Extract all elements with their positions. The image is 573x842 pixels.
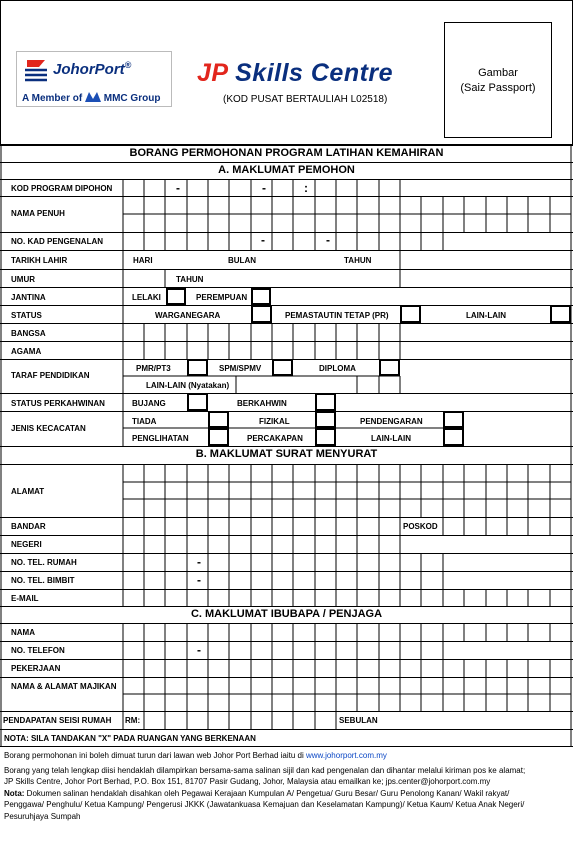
label-poskod: POSKOD: [403, 522, 438, 531]
section-b-title: B. MAKLUMAT SURAT MENYURAT: [195, 448, 378, 460]
row-line: [0, 659, 573, 660]
tel-penjaga-dash: -: [197, 643, 201, 657]
row-line: [0, 341, 573, 342]
checkbox-perempuan[interactable]: [251, 288, 271, 305]
checkbox-diploma[interactable]: [379, 359, 400, 376]
label-alamat: ALAMAT: [11, 487, 45, 496]
label-pendapatan: PENDAPATAN SEISI RUMAH: [3, 716, 112, 725]
row-line: [0, 446, 573, 447]
label-tel-rumah: NO. TEL. RUMAH: [11, 558, 77, 567]
note-lengkap-1: Borang yang telah lengkap diisi hendaklah dilampirkan bersama-sama salinan sijil dan kad pengenalan dan dihantar melalui kiriman pos ke alamat;: [4, 766, 526, 775]
note-muat-turun: Borang permohonan ini boleh dimuat turun dari lawan web Johor Port Berhad iaitu di www.johorport.com.my: [4, 751, 387, 760]
tel-bimbit-dash: -: [197, 573, 201, 587]
row-line: [0, 196, 573, 197]
label-telefon-penjaga: NO. TELEFON: [11, 646, 65, 655]
checkbox-pmr[interactable]: [187, 359, 208, 376]
row-line: [0, 606, 573, 607]
label-rm: RM:: [125, 716, 141, 725]
label-diploma: DIPLOMA: [319, 364, 356, 373]
checkbox-lain-cacat[interactable]: [443, 428, 464, 446]
label-tarikh-lahir: TARIKH LAHIR: [11, 256, 68, 265]
checkbox-tiada[interactable]: [208, 411, 229, 428]
note-nota-3: Pesuruhjaya Sumpah: [4, 812, 81, 821]
label-pemastautin: PEMASTAUTIN TETAP (PR): [285, 311, 389, 320]
label-status: STATUS: [11, 311, 42, 320]
label-bandar: BANDAR: [11, 522, 46, 531]
label-fizikal: FIZIKAL: [259, 417, 290, 426]
row-line: [0, 641, 573, 642]
label-nama-alamat-majikan: NAMA & ALAMAT MAJIKAN: [11, 682, 117, 691]
label-penglihatan: PENGLIHATAN: [132, 434, 189, 443]
label-jenis-kecacatan: JENIS KECACATAN: [11, 424, 86, 433]
checkbox-spm[interactable]: [272, 359, 293, 376]
label-pendengaran: PENDENGARAN: [360, 417, 423, 426]
row-line: [0, 464, 573, 465]
label-agama: AGAMA: [11, 347, 42, 356]
label-jantina: JANTINA: [11, 293, 46, 302]
label-berkahwin: BERKAHWIN: [237, 399, 287, 408]
checkbox-lain-status[interactable]: [550, 305, 571, 323]
row-line: [0, 711, 573, 712]
ic-dash-1: -: [261, 233, 265, 247]
checkbox-warganegara[interactable]: [251, 305, 272, 323]
row-line: [0, 729, 573, 730]
checkbox-pemastautin[interactable]: [400, 305, 421, 323]
row-line: [0, 517, 573, 518]
row-line: [0, 411, 573, 412]
note-nota-1: Nota: Dokumen salinan hendaklah disahkan oleh Pegawai Kerajaan Kumpulan A/ Pengetua/ Guru Besar/ Guru Penolong Kanan/ Wakil rakyat/: [4, 789, 510, 798]
row-line: [0, 535, 573, 536]
photo-caption-1: Gambar: [478, 67, 518, 79]
checkbox-penglihatan[interactable]: [208, 428, 229, 446]
note-tandakan: NOTA: SILA TANDAKAN "X" PADA RUANGAN YANG BERKENAAN: [4, 734, 256, 743]
row-line: [0, 553, 573, 554]
row-line: [0, 746, 573, 747]
label-kod-program: KOD PROGRAM DIPOHON: [11, 184, 113, 193]
row-line: [0, 145, 573, 146]
row-line: [0, 269, 573, 270]
label-tiada: TIADA: [132, 417, 157, 426]
checkbox-berkahwin[interactable]: [315, 393, 336, 411]
label-warganegara: WARGANEGARA: [155, 311, 221, 320]
label-bujang: BUJANG: [132, 399, 166, 408]
label-perempuan: PEREMPUAN: [196, 293, 248, 302]
kod-dash-1: -: [176, 181, 180, 195]
label-bulan: BULAN: [228, 256, 256, 265]
label-hari: HARI: [133, 256, 153, 265]
row-line: [0, 571, 573, 572]
ic-dash-2: -: [326, 233, 330, 247]
row-line: [0, 305, 573, 306]
label-nama-penuh: NAMA PENUH: [11, 209, 65, 218]
row-line: [0, 623, 573, 624]
row-line: [0, 677, 573, 678]
photo-caption-2: (Saiz Passport): [460, 82, 536, 94]
website-link[interactable]: www.johorport.com.my: [305, 751, 387, 760]
label-sebulan: SEBULAN: [339, 716, 378, 725]
note-nota-2: Penggawa/ Penghulu/ Ketua Kampung/ Pengerusi JKKK (Jawatankuasa Kemajuan dan Keselamatan Kampung)/ Ketua Kaum/ Ketua Anak Negeri/: [4, 800, 525, 809]
label-no-kad: NO. KAD PENGENALAN: [11, 237, 104, 246]
section-a-title: A. MAKLUMAT PEMOHON: [218, 164, 355, 176]
label-bangsa: BANGSA: [11, 329, 46, 338]
form-title: BORANG PERMOHONAN PROGRAM LATIHAN KEMAHIRAN: [129, 147, 444, 159]
label-status-perkahwinan: STATUS PERKAHWINAN: [11, 399, 105, 408]
label-negeri: NEGERI: [11, 540, 42, 549]
checkbox-bujang[interactable]: [187, 393, 208, 411]
centre-code: (KOD PUSAT BERTAULIAH L02518): [223, 94, 388, 105]
logo-member-line: A Member of MMC Group: [22, 93, 161, 104]
row-line: [0, 287, 573, 288]
logo-name: JohorPort®: [53, 60, 132, 78]
row-line: [0, 232, 573, 233]
row-line: [0, 250, 573, 251]
label-umur-tahun: TAHUN: [176, 275, 204, 284]
label-lain-cacat: LAIN-LAIN: [371, 434, 411, 443]
checkbox-lelaki[interactable]: [166, 288, 186, 305]
checkbox-percakapan[interactable]: [315, 428, 336, 446]
row-line: [0, 162, 573, 163]
row-line: [0, 393, 573, 394]
checkbox-fizikal[interactable]: [315, 411, 336, 428]
kod-dash-2: -: [262, 181, 266, 195]
label-nama-penjaga: NAMA: [11, 628, 35, 637]
label-pmr: PMR/PT3: [136, 364, 171, 373]
label-taraf-pendidikan: TARAF PENDIDIKAN: [11, 371, 90, 380]
label-spm: SPM/SPMV: [219, 364, 262, 373]
label-tel-bimbit: NO. TEL. BIMBIT: [11, 576, 75, 585]
kod-colon: :: [304, 181, 308, 195]
row-line: [0, 179, 573, 180]
label-tahun: TAHUN: [344, 256, 372, 265]
label-lelaki: LELAKI: [132, 293, 161, 302]
label-lain-nyatakan: LAIN-LAIN (Nyatakan): [146, 381, 230, 390]
note-lengkap-2: JP Skills Centre, Johor Port Berhad, P.O. Box 151, 81707 Pasir Gudang, Johor, Malaysia atau emailkan ke; jps.center@johorport.com.my: [4, 777, 491, 786]
label-pekerjaan: PEKERJAAN: [11, 664, 61, 673]
checkbox-pendengaran[interactable]: [443, 411, 464, 428]
section-c-title: C. MAKLUMAT IBUBAPA / PENJAGA: [190, 608, 383, 620]
label-percakapan: PERCAKAPAN: [247, 434, 303, 443]
row-line: [0, 323, 573, 324]
label-umur: UMUR: [11, 275, 35, 284]
label-email: E-MAIL: [11, 594, 39, 603]
centre-title: JP Skills Centre: [197, 59, 394, 87]
tel-rumah-dash: -: [197, 555, 201, 569]
row-line: [0, 589, 573, 590]
label-lain-status: LAIN-LAIN: [466, 311, 506, 320]
